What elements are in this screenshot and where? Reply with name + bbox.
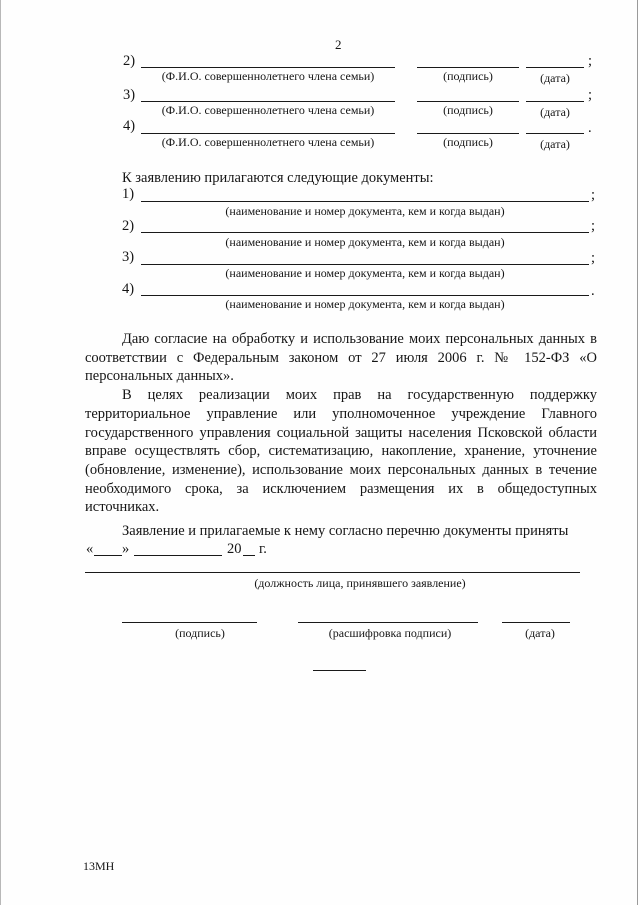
document-row-number: 4) — [122, 281, 135, 297]
signature-caption: (подпись) — [443, 135, 493, 149]
date-field[interactable] — [526, 101, 584, 102]
signature-field[interactable] — [417, 101, 519, 102]
row-end-mark: . — [588, 120, 592, 136]
row-end-mark: ; — [591, 187, 596, 203]
document-row-number: 3) — [122, 249, 135, 265]
acceptance-line: Заявление и прилагаемые к нему согласно перечню документы приняты — [122, 523, 569, 539]
fio-caption: (Ф.И.О. совершеннолетнего члена семьи) — [161, 103, 375, 117]
row-end-mark: ; — [588, 53, 593, 69]
signature-caption: (подпись) — [443, 103, 493, 117]
official-signature-caption: (подпись) — [175, 626, 225, 640]
attached-documents-heading: К заявлению прилагаются следующие документы: — [122, 170, 434, 186]
document-caption: (наименование и номер документа, кем и когда выдан) — [225, 235, 505, 249]
year-prefix: 20 — [227, 541, 242, 557]
document-field[interactable] — [141, 232, 589, 233]
close-quote: » — [122, 541, 130, 557]
consent-paragraph-1: Даю согласие на обработку и использование моих персональных данных в соответствии с Федеральным законом от 27 июля 2006 г. № 152-ФЗ «О персональных данных». — [85, 331, 597, 385]
family-row-number: 2) — [123, 53, 136, 69]
family-row-number: 3) — [123, 87, 136, 103]
day-field[interactable] — [94, 555, 122, 556]
date-field[interactable] — [526, 67, 584, 68]
document-row-number: 2) — [122, 218, 135, 234]
consent-paragraph-2: В целях реализации моих прав на государственную поддержку территориальное управление или уполномоченное учреждение Главного государственного управления социальной защиты населения Псковской области вправе осуществлять сбор, систематизацию, накопление, хранение, уточнение (обновление, изменение), использование моих персональных данных в течение необходимого срока, за исключением размещения их в общедоступных источниках. — [85, 387, 597, 516]
row-end-mark: . — [591, 283, 595, 299]
signature-field[interactable] — [417, 67, 519, 68]
page-edge-right — [637, 0, 638, 905]
document-field[interactable] — [141, 201, 589, 202]
official-decode-field[interactable] — [298, 622, 478, 623]
official-decode-caption: (расшифровка подписи) — [328, 626, 452, 640]
date-caption: (дата) — [540, 137, 570, 151]
fio-field[interactable] — [141, 67, 395, 68]
end-divider — [313, 670, 366, 671]
fio-caption: (Ф.И.О. совершеннолетнего члена семьи) — [161, 69, 375, 83]
signature-field[interactable] — [417, 133, 519, 134]
page-edge-left — [0, 0, 1, 905]
date-caption: (дата) — [540, 71, 570, 85]
family-row-number: 4) — [123, 118, 136, 134]
row-end-mark: ; — [591, 250, 596, 266]
footer-code: 13МН — [83, 859, 115, 873]
document-caption: (наименование и номер документа, кем и когда выдан) — [225, 204, 505, 218]
document-field[interactable] — [141, 264, 589, 265]
official-date-caption: (дата) — [525, 626, 555, 640]
document-field[interactable] — [141, 295, 589, 296]
date-field[interactable] — [526, 133, 584, 134]
year-field[interactable] — [243, 555, 255, 556]
official-position-field[interactable] — [85, 572, 580, 573]
row-end-mark: ; — [588, 87, 593, 103]
fio-field[interactable] — [141, 133, 395, 134]
date-caption: (дата) — [540, 105, 570, 119]
document-caption: (наименование и номер документа, кем и когда выдан) — [225, 266, 505, 280]
official-date-field[interactable] — [502, 622, 570, 623]
official-signature-field[interactable] — [122, 622, 257, 623]
row-end-mark: ; — [591, 218, 596, 234]
open-quote: « — [86, 541, 94, 557]
fio-field[interactable] — [141, 101, 395, 102]
year-suffix: г. — [259, 541, 267, 557]
consent-text — [85, 330, 597, 517]
signature-caption: (подпись) — [443, 69, 493, 83]
month-field[interactable] — [134, 555, 222, 556]
fio-caption: (Ф.И.О. совершеннолетнего члена семьи) — [161, 135, 375, 149]
official-position-caption: (должность лица, принявшего заявление) — [254, 576, 466, 590]
document-caption: (наименование и номер документа, кем и когда выдан) — [225, 297, 505, 311]
document-row-number: 1) — [122, 186, 135, 202]
page-number: 2 — [335, 37, 342, 52]
